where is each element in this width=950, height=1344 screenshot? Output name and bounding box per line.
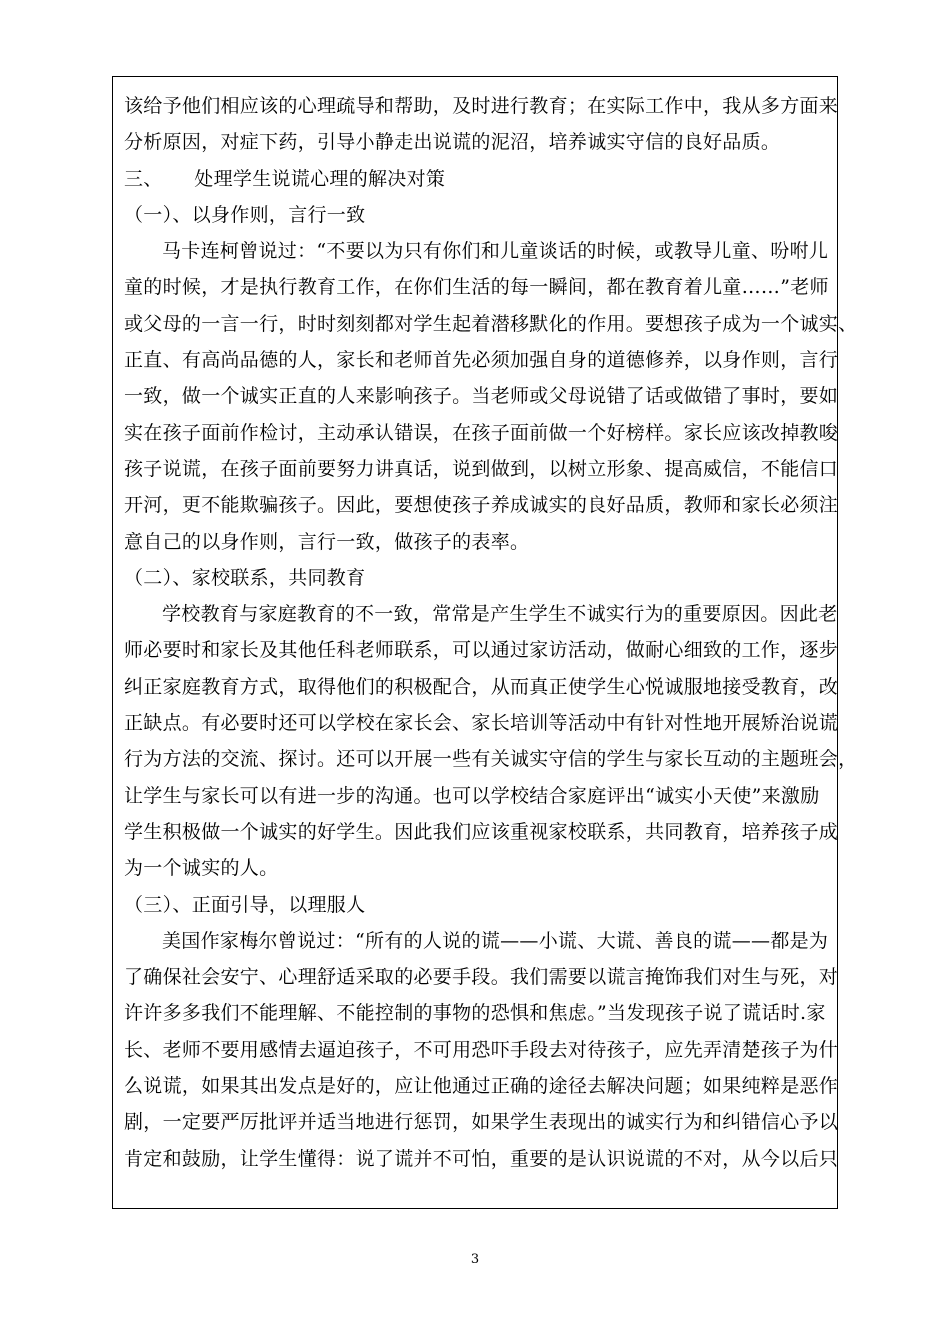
text-line: 剧，一定要严厉批评并适当地进行惩罚，如果学生表现出的诚实行为和纠错信心予以 xyxy=(124,1111,839,1134)
document-frame xyxy=(112,76,858,1209)
text-line: 为一个诚实的人。 xyxy=(124,857,279,880)
text-line: 学生积极做一个诚实的好学生。因此我们应该重视家校联系，共同教育，培养孩子成 xyxy=(124,820,839,843)
text-line: （一）、以身作则，言行一致 xyxy=(124,203,366,226)
text-line: （三）、正面引导，以理服人 xyxy=(124,893,366,916)
text-line: 许许多多我们不能理解、不能控制的事物的恐惧和焦虑。”当发现孩子说了谎话时.家 xyxy=(124,1002,826,1025)
text-line: 正缺点。有必要时还可以学校在家长会、家长培训等活动中有针对性地开展矫治说谎 xyxy=(124,712,839,735)
text-line: 童的时候，才是执行教育工作，在你们生活的每一瞬间，都在教育着儿童……”老师 xyxy=(124,276,829,299)
text-line: 或父母的一言一行，时时刻刻都对学生起着潜移默化的作用。要想孩子成为一个诚实、 xyxy=(124,312,858,335)
text-line: 分析原因，对症下药，引导小静走出说谎的泥沼，培养诚实守信的良好品质。 xyxy=(124,131,781,154)
text-line: 意自己的以身作则，言行一致，做孩子的表率。 xyxy=(124,530,530,553)
page-number: 3 xyxy=(470,1252,480,1267)
text-line: 行为方法的交流、探讨。还可以开展一些有关诚实守信的学生与家长互动的主题班会， xyxy=(124,748,858,771)
text-line: 纠正家庭教育方式，取得他们的积极配合，从而真正使学生心悦诚服地接受教育，改 xyxy=(124,675,839,698)
text-line: 肯定和鼓励，让学生懂得：说了谎并不可怕，重要的是认识说谎的不对，从今以后只 xyxy=(124,1147,839,1170)
text-line: 了确保社会安宁、心理舒适采取的必要手段。我们需要以谎言掩饰我们对生与死，对 xyxy=(124,966,839,989)
text-line: 一致，做一个诚实正直的人来影响孩子。当老师或父母说错了话或做错了事时，要如 xyxy=(124,385,839,408)
text-line: 孩子说谎，在孩子面前要努力讲真话，说到做到，以树立形象、提高威信，不能信口 xyxy=(124,457,839,480)
text-line: （二）、家校联系，共同教育 xyxy=(124,566,366,589)
text-line: 开河，更不能欺骗孩子。因此，要想使孩子养成诚实的良好品质，教师和家长必须注 xyxy=(124,494,839,517)
text-line: 么说谎，如果其出发点是好的，应让他通过正确的途径去解决问题；如果纯粹是恶作 xyxy=(124,1075,839,1098)
text-line: 马卡连柯曾说过：“不要以为只有你们和儿童谈话的时候，或教导儿童、吩咐儿 xyxy=(162,240,829,263)
text-line: 让学生与家长可以有进一步的沟通。也可以学校结合家庭评出“诚实小天使”来激励 xyxy=(124,784,820,807)
text-line: 三、 处理学生说谎心理的解决对策 xyxy=(124,167,446,190)
text-line: 正直、有高尚品德的人，家长和老师首先必须加强自身的道德修养，以身作则，言行 xyxy=(124,349,839,372)
text-line: 美国作家梅尔曾说过：“所有的人说的谎——小谎、大谎、善良的谎——都是为 xyxy=(162,929,829,952)
text-line: 学校教育与家庭教育的不一致，常常是产生学生不诚实行为的重要原因。因此老 xyxy=(162,603,838,626)
text-line: 长、老师不要用感情去逼迫孩子，不可用恐吓手段去对待孩子，应先弄清楚孩子为什 xyxy=(124,1038,839,1061)
text-line: 师必要时和家长及其他任科老师联系，可以通过家访活动，做耐心细致的工作，逐步 xyxy=(124,639,839,662)
text-line: 该给予他们相应该的心理疏导和帮助，及时进行教育；在实际工作中，我从多方面来 xyxy=(124,95,839,117)
text-line: 实在孩子面前作检讨，主动承认错误，在孩子面前做一个好榜样。家长应该改掉教唆 xyxy=(124,421,839,444)
body-text xyxy=(124,88,858,1177)
